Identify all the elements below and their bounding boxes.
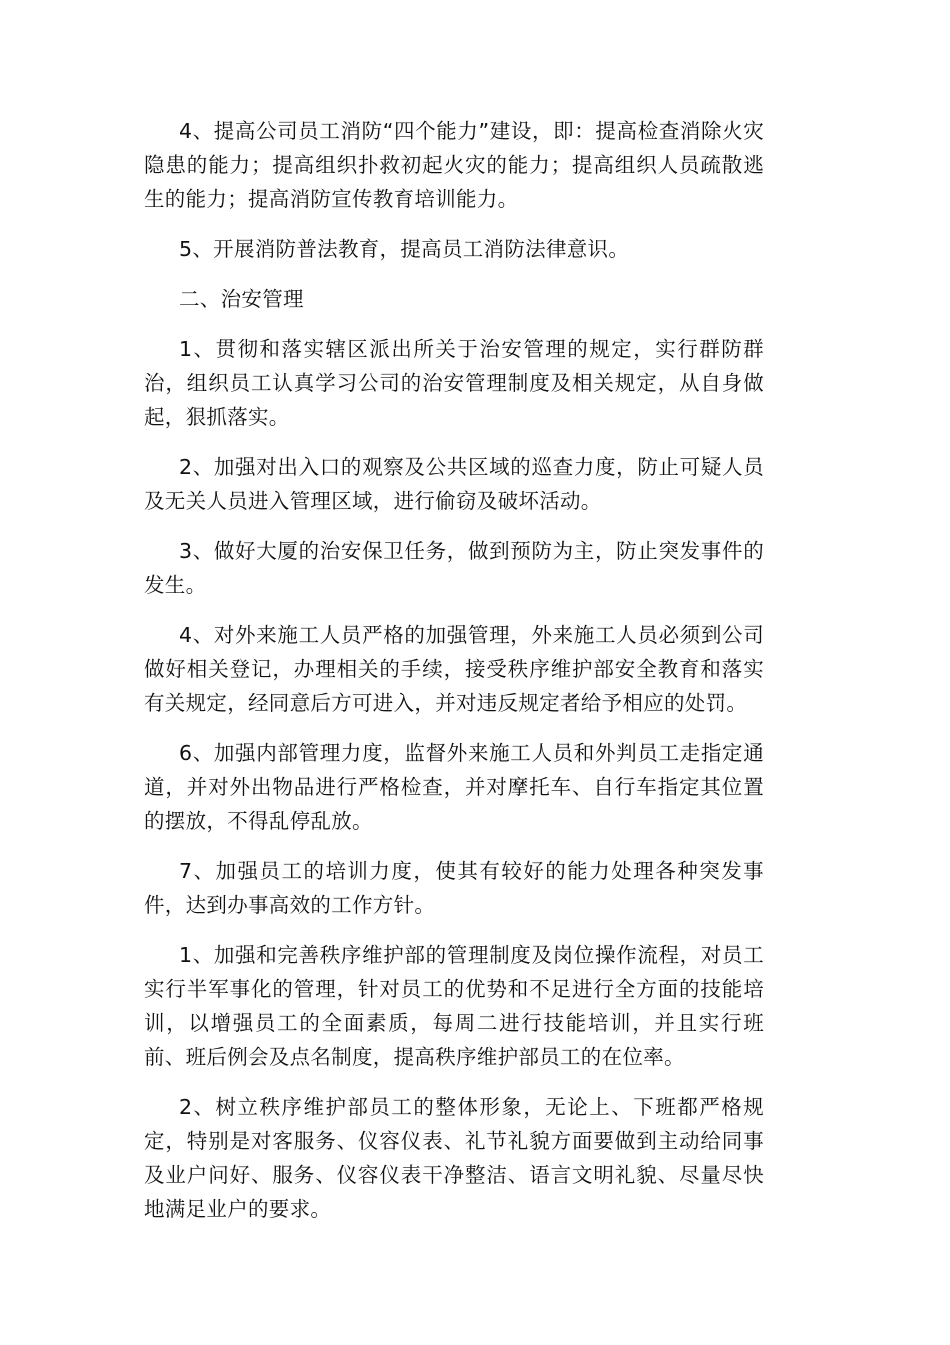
paragraph-security-4: 4、对外来施工人员严格的加强管理，外来施工人员必须到公司做好相关登记，办理相关的手续，接受秩序维护部安全教育和落实有关规定，经同意后方可进入，并对违反规定者给予相应的处罚。 — [144, 623, 764, 715]
paragraph-security-7: 7、加强员工的培训力度，使其有较好的能力处理各种突发事件，达到办事高效的工作方针。 — [144, 859, 764, 917]
paragraph-security-3: 3、做好大厦的治安保卫任务，做到预防为主，防止突发事件的发生。 — [144, 539, 764, 597]
document-body — [144, 114, 764, 1242]
paragraph-fire-law-education: 5、开展消防普法教育，提高员工消防法律意识。 — [179, 237, 630, 261]
paragraph-security-2: 2、加强对出入口的观察及公共区域的巡查力度，防止可疑人员及无关人员进入管理区域，进行偷窃及破坏活动。 — [144, 455, 764, 513]
paragraph-security-1: 1、贯彻和落实辖区派出所关于治安管理的规定，实行群防群治，组织员工认真学习公司的治安管理制度及相关规定，从自身做起，狠抓落实。 — [144, 337, 764, 429]
paragraph-security-6: 6、加强内部管理力度，监督外来施工人员和外判员工走指定通道，并对外出物品进行严格检查，并对摩托车、自行车指定其位置的摆放，不得乱停乱放。 — [144, 741, 764, 833]
paragraph-fire-four-abilities: 4、提高公司员工消防“四个能力”建设，即：提高检查消除火灾隐患的能力；提高组织扑救初起火灾的能力；提高组织人员疏散逃生的能力；提高消防宣传教育培训能力。 — [144, 119, 764, 211]
section-heading-public-security: 二、治安管理 — [179, 287, 304, 311]
paragraph-management-1: 1、加强和完善秩序维护部的管理制度及岗位操作流程，对员工实行半军事化的管理，针对员工的优势和不足进行全方面的技能培训，以增强员工的全面素质，每周二进行技能培训，并且实行班前、班后例会及点名制度，提高秩序维护部员工的在位率。 — [144, 943, 764, 1069]
paragraph-management-2: 2、树立秩序维护部员工的整体形象，无论上、下班都严格规定，特别是对客服务、仪容仪表、礼节礼貌方面要做到主动给同事及业户问好、服务、仪容仪表干净整洁、语言文明礼貌、尽量尽快地满足业户的要求。 — [144, 1095, 764, 1221]
